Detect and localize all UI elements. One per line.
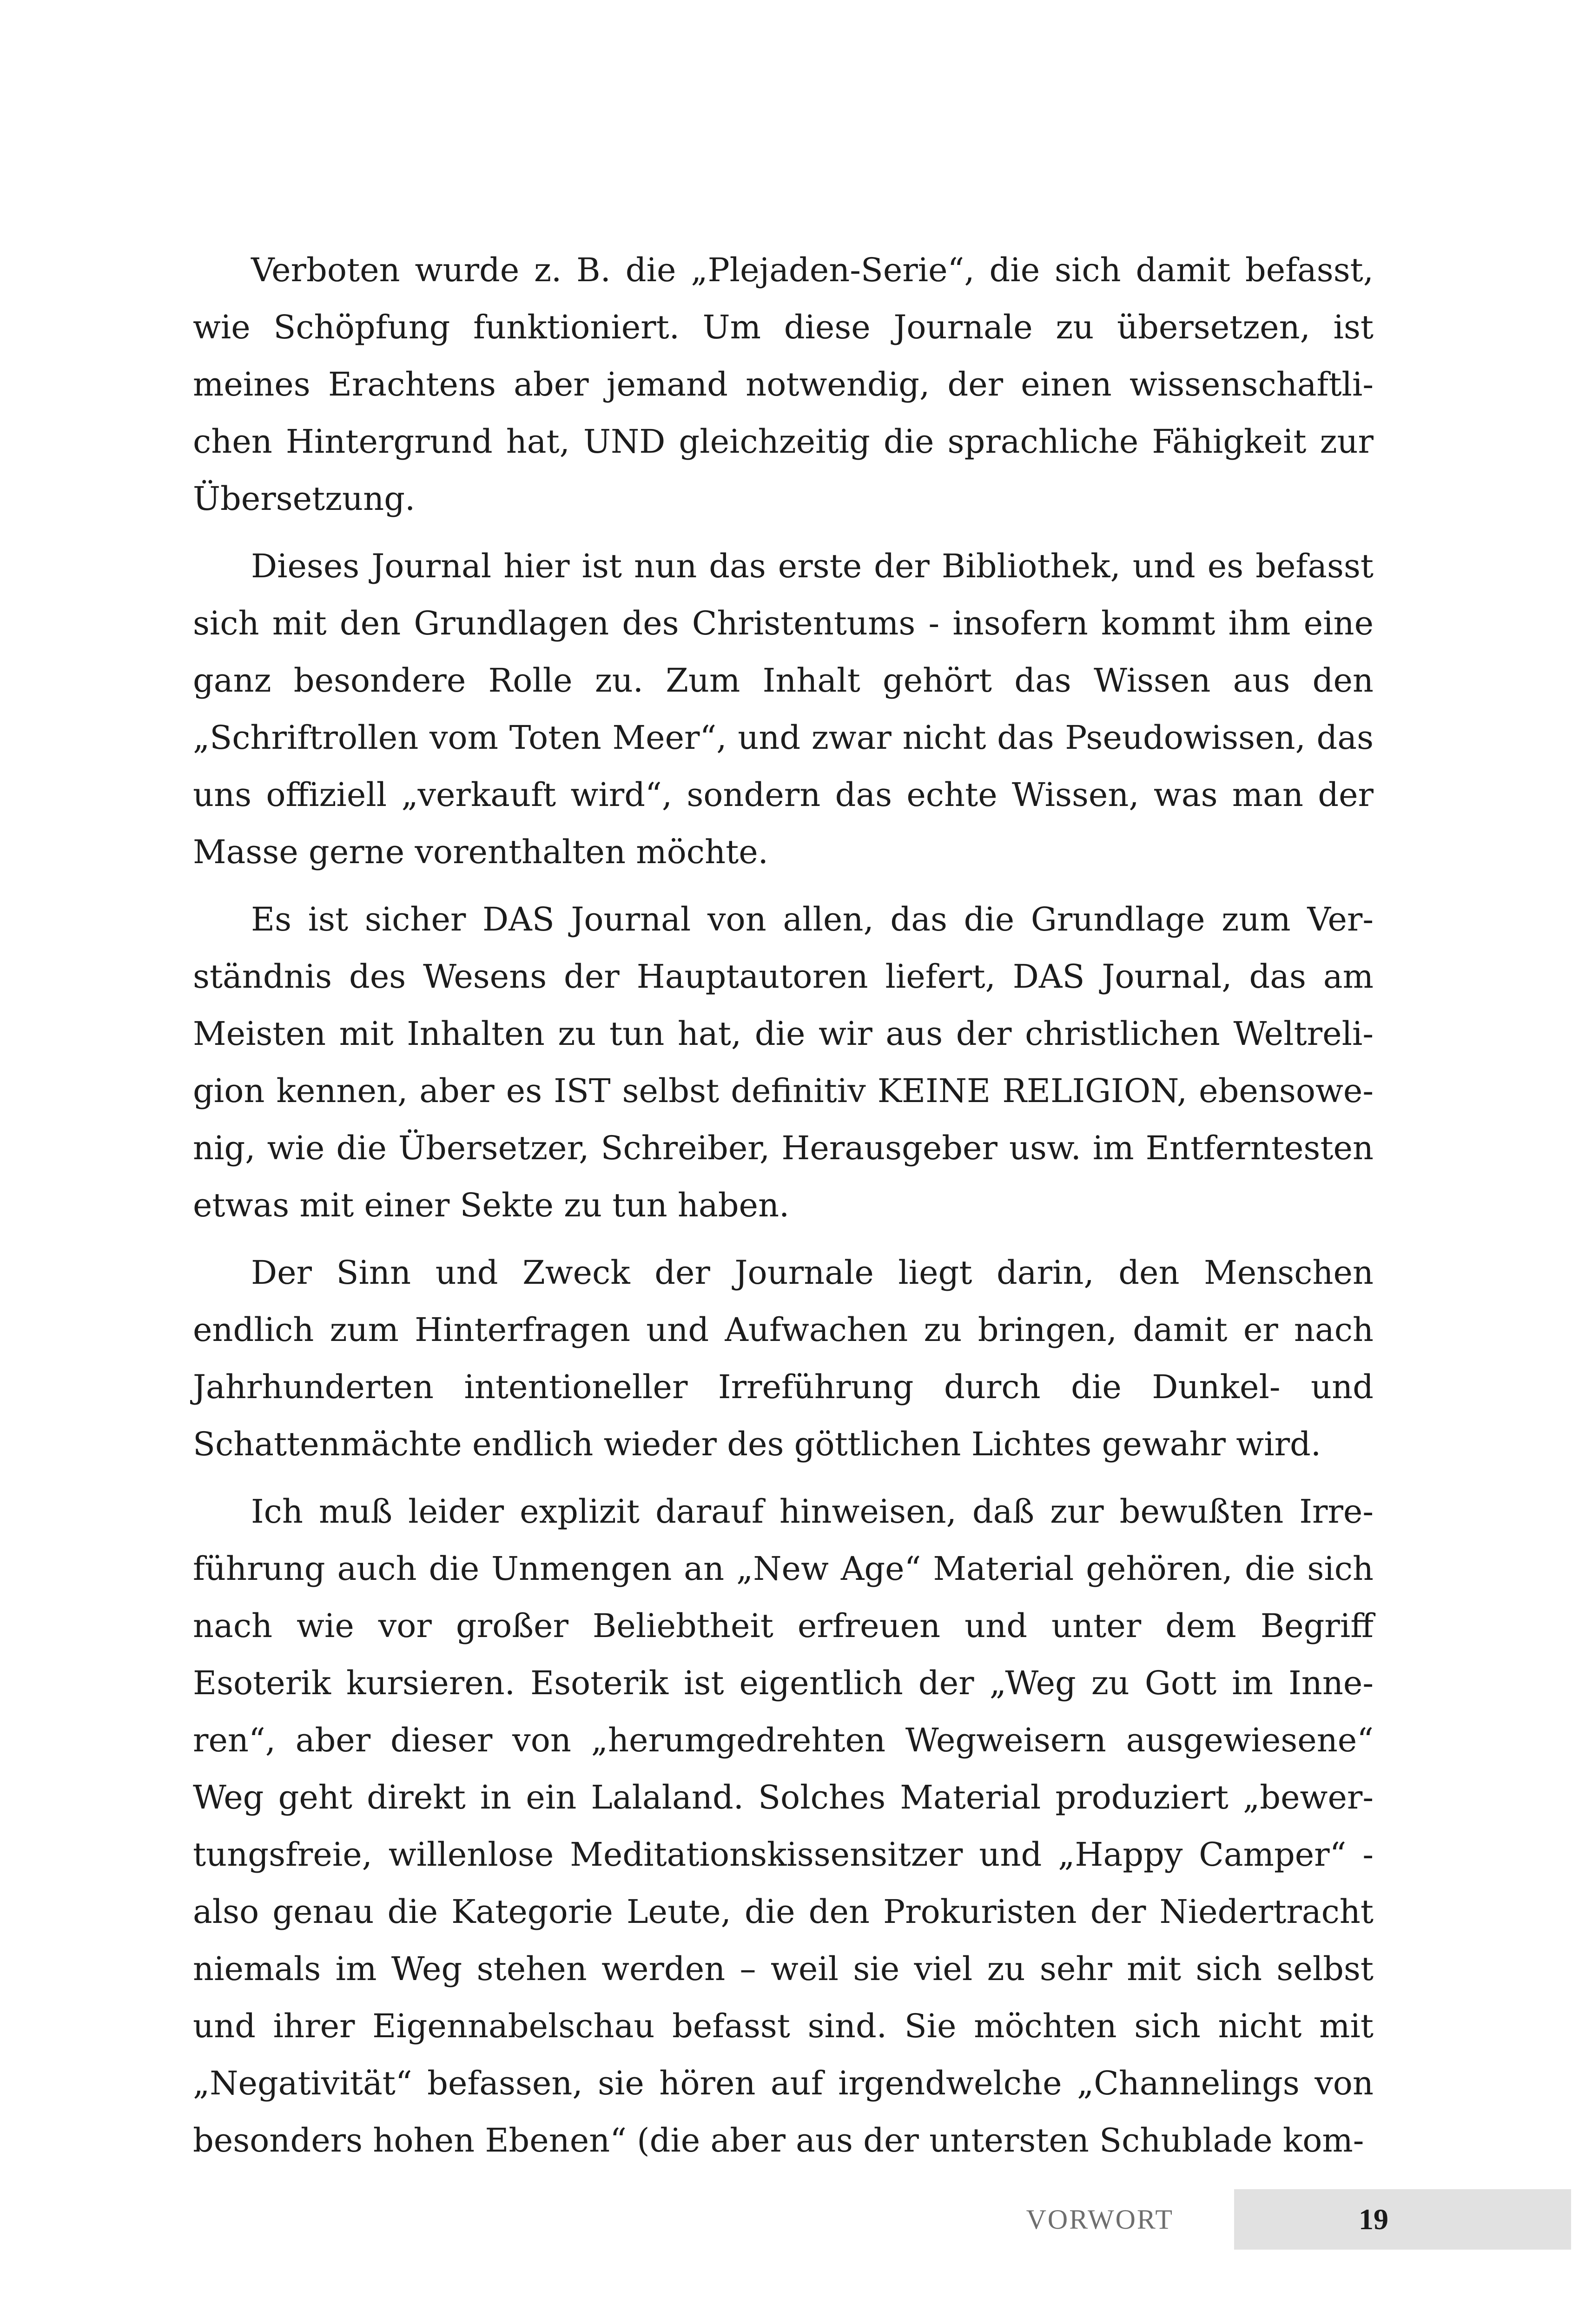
page-footer xyxy=(0,2189,1592,2250)
paragraph: Der Sinn und Zweck der Journale liegt darin, den Menschen endlich zum Hinterfragen und Aufwachen zu bringen, damit er nach Jahrhunderten intentioneller Irreführung durch die Dunkel- und Schattenmächte endlich wieder des göttlichen Lichtes gewahr wird. xyxy=(193,1254,1374,1463)
page-number-box xyxy=(1234,2189,1571,2250)
running-section-title: VORWORT xyxy=(1026,2204,1174,2235)
paragraph: Ich muß leider explizit darauf hinweisen, daß zur bewußten Irreführung auch die Unmengen an „New Age“ Material gehören, die sich nach wie vor großer Beliebtheit erfreuen und unter dem Begriff Esoterik kursieren. Esoterik ist eigentlich der „Weg zu Gott im Inneren“, aber dieser von „herumgedrehten Wegweisern ausgewiesene“ Weg geht direkt in ein Lalaland. Solches Material produziert „bewertungsfreie, willenlose Meditationskissensitzer und „Happy Camper“ - also genau die Kategorie Leute, die den Prokuristen der Niedertracht niemals im Weg stehen werden – weil sie viel zu sehr mit sich selbst und ihrer Eigennabelschau befasst sind. Sie möchten sich nicht mit „Negativität“ befassen, sie hören auf irgendwelche „Channelings von besonders hohen Ebenen“ (die aber aus der untersten Schublade kom- xyxy=(193,1492,1374,2159)
page-number: 19 xyxy=(1359,2203,1388,2236)
paragraph: Verboten wurde z. B. die „Plejaden-Serie“, die sich damit befasst, wie Schöpfung funktioniert. Um diese Journale zu übersetzen, ist meines Erachtens aber jemand notwendig, der einen wissenschaftlichen Hintergrund hat, UND gleichzeitig die sprachliche Fähigkeit zur Übersetzung. xyxy=(193,251,1374,518)
paragraph: Dieses Journal hier ist nun das erste der Bibliothek, und es befasst sich mit den Grundlagen des Christentums - insofern kommt ihm eine ganz besondere Rolle zu. Zum Inhalt gehört das Wissen aus den „Schriftrollen vom Toten Meer“, und zwar nicht das Pseudowissen, das uns offiziell „verkauft wird“, sondern das echte Wissen, was man der Masse gerne vorenthalten möchte. xyxy=(193,547,1374,871)
page-body xyxy=(193,242,1374,2179)
paragraph: Es ist sicher DAS Journal von allen, das die Grundlage zum Verständnis des Wesens der Hauptautoren liefert, DAS Journal, das am Meisten mit Inhalten zu tun hat, die wir aus der christlichen Weltreligion kennen, aber es IST selbst definitiv KEINE RELIGION, ebensowenig, wie die Übersetzer, Schreiber, Herausgeber usw. im Entferntesten etwas mit einer Sekte zu tun haben. xyxy=(193,900,1374,1224)
